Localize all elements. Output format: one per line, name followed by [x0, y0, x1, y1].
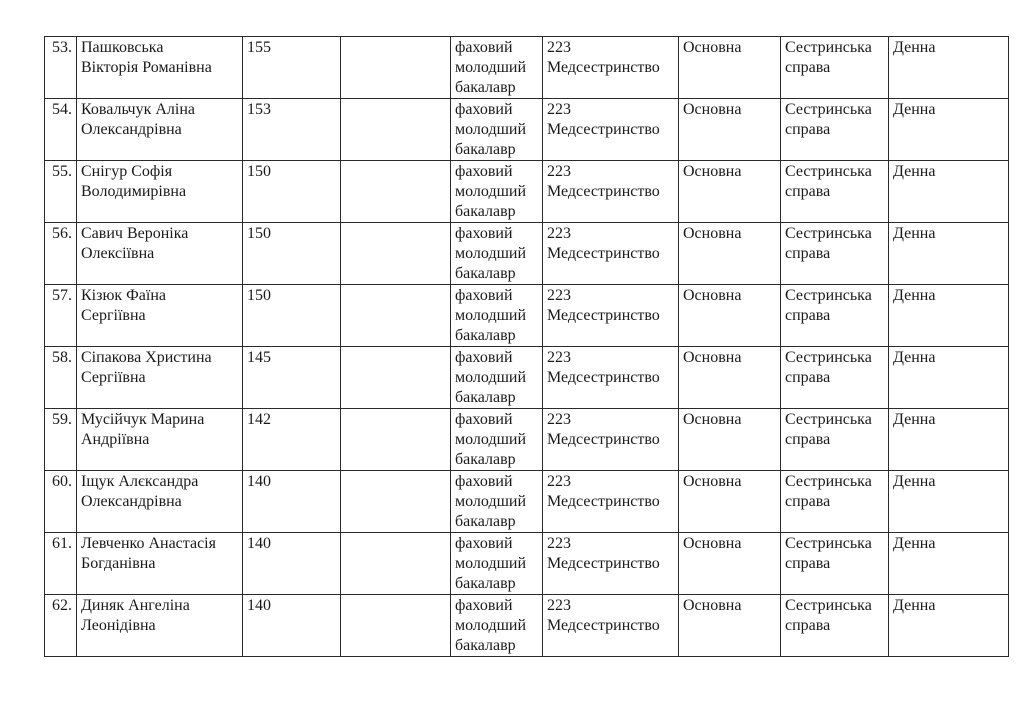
- study-form: Денна: [893, 287, 936, 304]
- program-cell: [781, 595, 889, 657]
- degree-line1: фаховий: [455, 39, 513, 56]
- degree-line2: молодший: [455, 245, 527, 262]
- study-form: Денна: [893, 163, 936, 180]
- row-number: 57.: [52, 287, 72, 304]
- name-cell: [77, 347, 243, 409]
- degree-line3: бакалавр: [455, 575, 516, 592]
- score-cell: [243, 409, 341, 471]
- name-cell: [77, 99, 243, 161]
- specialty-name: Медсестринство: [547, 183, 660, 200]
- row-number-cell: [45, 99, 77, 161]
- basis: Основна: [683, 473, 742, 490]
- basis-cell: [679, 533, 781, 595]
- study-form: Денна: [893, 39, 936, 56]
- program-line2: справа: [785, 183, 831, 200]
- row-number: 54.: [52, 101, 72, 118]
- program-line2: справа: [785, 431, 831, 448]
- specialty-code: 223: [547, 411, 571, 428]
- name-cell: [77, 409, 243, 471]
- study-form-cell: [889, 99, 1009, 161]
- degree-line3: бакалавр: [455, 141, 516, 158]
- program-cell: [781, 409, 889, 471]
- basis-cell: [679, 347, 781, 409]
- program-line2: справа: [785, 369, 831, 386]
- score: 140: [247, 473, 271, 490]
- empty-cell: [341, 37, 451, 99]
- specialty-cell: [543, 595, 679, 657]
- study-form-cell: [889, 595, 1009, 657]
- specialty-cell: [543, 533, 679, 595]
- name-line1: Мусійчук Марина: [81, 411, 205, 428]
- degree-line3: бакалавр: [455, 637, 516, 654]
- study-form: Денна: [893, 225, 936, 242]
- score: 155: [247, 39, 271, 56]
- specialty-code: 223: [547, 597, 571, 614]
- name-line2: Олександрівна: [81, 493, 182, 510]
- specialty-cell: [543, 161, 679, 223]
- specialty-code: 223: [547, 163, 571, 180]
- degree-line1: фаховий: [455, 101, 513, 118]
- program-cell: [781, 161, 889, 223]
- empty-cell: [341, 161, 451, 223]
- table-row: [45, 347, 1009, 409]
- degree-line2: молодший: [455, 555, 527, 572]
- basis-cell: [679, 37, 781, 99]
- row-number-cell: [45, 161, 77, 223]
- program-cell: [781, 99, 889, 161]
- program-cell: [781, 533, 889, 595]
- degree-cell: [451, 409, 543, 471]
- name-line2: Вікторія Романівна: [81, 59, 212, 76]
- score: 150: [247, 163, 271, 180]
- row-number-cell: [45, 347, 77, 409]
- empty-cell: [341, 285, 451, 347]
- score: 142: [247, 411, 271, 428]
- specialty-code: 223: [547, 535, 571, 552]
- table-body: [45, 37, 1009, 657]
- row-number-cell: [45, 595, 77, 657]
- degree-line1: фаховий: [455, 349, 513, 366]
- row-number-cell: [45, 409, 77, 471]
- specialty-name: Медсестринство: [547, 307, 660, 324]
- specialty-code: 223: [547, 101, 571, 118]
- empty-cell: [341, 223, 451, 285]
- basis: Основна: [683, 411, 742, 428]
- degree-cell: [451, 471, 543, 533]
- degree-line2: молодший: [455, 369, 527, 386]
- name-line1: Снігур Софія: [81, 163, 173, 180]
- program-line2: справа: [785, 555, 831, 572]
- study-form-cell: [889, 471, 1009, 533]
- degree-line2: молодший: [455, 493, 527, 510]
- name-cell: [77, 471, 243, 533]
- name-line1: Кізюк Фаїна: [81, 287, 167, 304]
- score-cell: [243, 37, 341, 99]
- table-row: [45, 223, 1009, 285]
- row-number-cell: [45, 471, 77, 533]
- name-line2: Леонідівна: [81, 617, 156, 634]
- row-number-cell: [45, 533, 77, 595]
- study-form-cell: [889, 37, 1009, 99]
- empty-cell: [341, 533, 451, 595]
- score-cell: [243, 347, 341, 409]
- specialty-cell: [543, 347, 679, 409]
- study-form: Денна: [893, 411, 936, 428]
- name-line2: Сергіївна: [81, 307, 146, 324]
- name-cell: [77, 533, 243, 595]
- name-line1: Іщук Алєксандра: [81, 473, 199, 490]
- name-line1: Сіпакова Христина: [81, 349, 212, 366]
- score: 140: [247, 535, 271, 552]
- name-line2: Сергіївна: [81, 369, 146, 386]
- basis: Основна: [683, 101, 742, 118]
- basis-cell: [679, 161, 781, 223]
- score-cell: [243, 223, 341, 285]
- program-line1: Сестринська: [785, 163, 872, 180]
- program-line1: Сестринська: [785, 225, 872, 242]
- name-line1: Левченко Анастасія: [81, 535, 216, 552]
- study-form: Денна: [893, 597, 936, 614]
- study-form: Денна: [893, 349, 936, 366]
- specialty-code: 223: [547, 349, 571, 366]
- specialty-name: Медсестринство: [547, 431, 660, 448]
- score-cell: [243, 285, 341, 347]
- score-cell: [243, 471, 341, 533]
- study-form-cell: [889, 223, 1009, 285]
- table-row: [45, 285, 1009, 347]
- basis: Основна: [683, 597, 742, 614]
- degree-line2: молодший: [455, 59, 527, 76]
- degree-line3: бакалавр: [455, 265, 516, 282]
- study-form-cell: [889, 533, 1009, 595]
- study-form: Денна: [893, 473, 936, 490]
- degree-cell: [451, 347, 543, 409]
- program-cell: [781, 347, 889, 409]
- program-cell: [781, 285, 889, 347]
- row-number: 62.: [52, 597, 72, 614]
- name-cell: [77, 37, 243, 99]
- row-number: 56.: [52, 225, 72, 242]
- specialty-name: Медсестринство: [547, 245, 660, 262]
- score: 150: [247, 287, 271, 304]
- study-form-cell: [889, 409, 1009, 471]
- basis-cell: [679, 223, 781, 285]
- degree-cell: [451, 533, 543, 595]
- degree-cell: [451, 285, 543, 347]
- specialty-name: Медсестринство: [547, 369, 660, 386]
- specialty-name: Медсестринство: [547, 555, 660, 572]
- score-cell: [243, 533, 341, 595]
- specialty-cell: [543, 285, 679, 347]
- degree-cell: [451, 595, 543, 657]
- basis-cell: [679, 285, 781, 347]
- degree-line3: бакалавр: [455, 203, 516, 220]
- program-line1: Сестринська: [785, 473, 872, 490]
- specialty-code: 223: [547, 473, 571, 490]
- degree-cell: [451, 99, 543, 161]
- table-row: [45, 533, 1009, 595]
- degree-line3: бакалавр: [455, 389, 516, 406]
- degree-cell: [451, 37, 543, 99]
- score: 153: [247, 101, 271, 118]
- name-line2: Олексіївна: [81, 245, 155, 262]
- program-line2: справа: [785, 59, 831, 76]
- basis-cell: [679, 471, 781, 533]
- degree-line1: фаховий: [455, 411, 513, 428]
- degree-line1: фаховий: [455, 535, 513, 552]
- basis: Основна: [683, 287, 742, 304]
- table-row: [45, 595, 1009, 657]
- row-number-cell: [45, 37, 77, 99]
- program-cell: [781, 471, 889, 533]
- specialty-code: 223: [547, 39, 571, 56]
- program-cell: [781, 223, 889, 285]
- name-line2: Володимирівна: [81, 183, 187, 200]
- name-line1: Пашковська: [81, 39, 164, 56]
- score-cell: [243, 161, 341, 223]
- program-line2: справа: [785, 617, 831, 634]
- degree-line1: фаховий: [455, 163, 513, 180]
- row-number: 60.: [52, 473, 72, 490]
- row-number: 58.: [52, 349, 72, 366]
- basis: Основна: [683, 535, 742, 552]
- specialty-cell: [543, 37, 679, 99]
- name-cell: [77, 161, 243, 223]
- degree-line2: молодший: [455, 183, 527, 200]
- name-line2: Олександрівна: [81, 121, 182, 138]
- empty-cell: [341, 409, 451, 471]
- study-form-cell: [889, 161, 1009, 223]
- name-cell: [77, 595, 243, 657]
- degree-line2: молодший: [455, 431, 527, 448]
- program-line1: Сестринська: [785, 535, 872, 552]
- applicants-table: [44, 36, 1009, 657]
- basis: Основна: [683, 163, 742, 180]
- empty-cell: [341, 595, 451, 657]
- table-row: [45, 99, 1009, 161]
- score-cell: [243, 595, 341, 657]
- empty-cell: [341, 347, 451, 409]
- program-line1: Сестринська: [785, 349, 872, 366]
- basis-cell: [679, 595, 781, 657]
- specialty-cell: [543, 99, 679, 161]
- empty-cell: [341, 471, 451, 533]
- table-row: [45, 37, 1009, 99]
- table-row: [45, 471, 1009, 533]
- specialty-name: Медсестринство: [547, 617, 660, 634]
- name-line1: Диняк Ангеліна: [81, 597, 190, 614]
- degree-line1: фаховий: [455, 287, 513, 304]
- program-line1: Сестринська: [785, 287, 872, 304]
- row-number-cell: [45, 285, 77, 347]
- program-line2: справа: [785, 121, 831, 138]
- study-form-cell: [889, 347, 1009, 409]
- score-cell: [243, 99, 341, 161]
- study-form: Денна: [893, 535, 936, 552]
- degree-line2: молодший: [455, 617, 527, 634]
- score: 150: [247, 225, 271, 242]
- score: 140: [247, 597, 271, 614]
- row-number: 59.: [52, 411, 72, 428]
- specialty-cell: [543, 223, 679, 285]
- degree-line3: бакалавр: [455, 79, 516, 96]
- specialty-cell: [543, 471, 679, 533]
- degree-cell: [451, 161, 543, 223]
- row-number: 55.: [52, 163, 72, 180]
- program-line2: справа: [785, 493, 831, 510]
- specialty-code: 223: [547, 225, 571, 242]
- name-line2: Андріївна: [81, 431, 150, 448]
- table-row: [45, 409, 1009, 471]
- basis: Основна: [683, 349, 742, 366]
- specialty-name: Медсестринство: [547, 59, 660, 76]
- basis: Основна: [683, 225, 742, 242]
- row-number-cell: [45, 223, 77, 285]
- program-line2: справа: [785, 307, 831, 324]
- study-form-cell: [889, 285, 1009, 347]
- degree-line1: фаховий: [455, 225, 513, 242]
- degree-line3: бакалавр: [455, 451, 516, 468]
- degree-line3: бакалавр: [455, 327, 516, 344]
- basis-cell: [679, 99, 781, 161]
- name-line1: Ковальчук Аліна: [81, 101, 195, 118]
- name-cell: [77, 223, 243, 285]
- table-row: [45, 161, 1009, 223]
- program-line2: справа: [785, 245, 831, 262]
- specialty-name: Медсестринство: [547, 121, 660, 138]
- specialty-cell: [543, 409, 679, 471]
- specialty-code: 223: [547, 287, 571, 304]
- name-line2: Богданівна: [81, 555, 156, 572]
- basis: Основна: [683, 39, 742, 56]
- program-line1: Сестринська: [785, 39, 872, 56]
- degree-cell: [451, 223, 543, 285]
- degree-line2: молодший: [455, 121, 527, 138]
- degree-line1: фаховий: [455, 597, 513, 614]
- degree-line1: фаховий: [455, 473, 513, 490]
- row-number: 61.: [52, 535, 72, 552]
- name-line1: Савич Вероніка: [81, 225, 189, 242]
- name-cell: [77, 285, 243, 347]
- program-line1: Сестринська: [785, 101, 872, 118]
- study-form: Денна: [893, 101, 936, 118]
- score: 145: [247, 349, 271, 366]
- specialty-name: Медсестринство: [547, 493, 660, 510]
- basis-cell: [679, 409, 781, 471]
- row-number: 53.: [52, 39, 72, 56]
- empty-cell: [341, 99, 451, 161]
- program-line1: Сестринська: [785, 597, 872, 614]
- degree-line3: бакалавр: [455, 513, 516, 530]
- program-cell: [781, 37, 889, 99]
- program-line1: Сестринська: [785, 411, 872, 428]
- degree-line2: молодший: [455, 307, 527, 324]
